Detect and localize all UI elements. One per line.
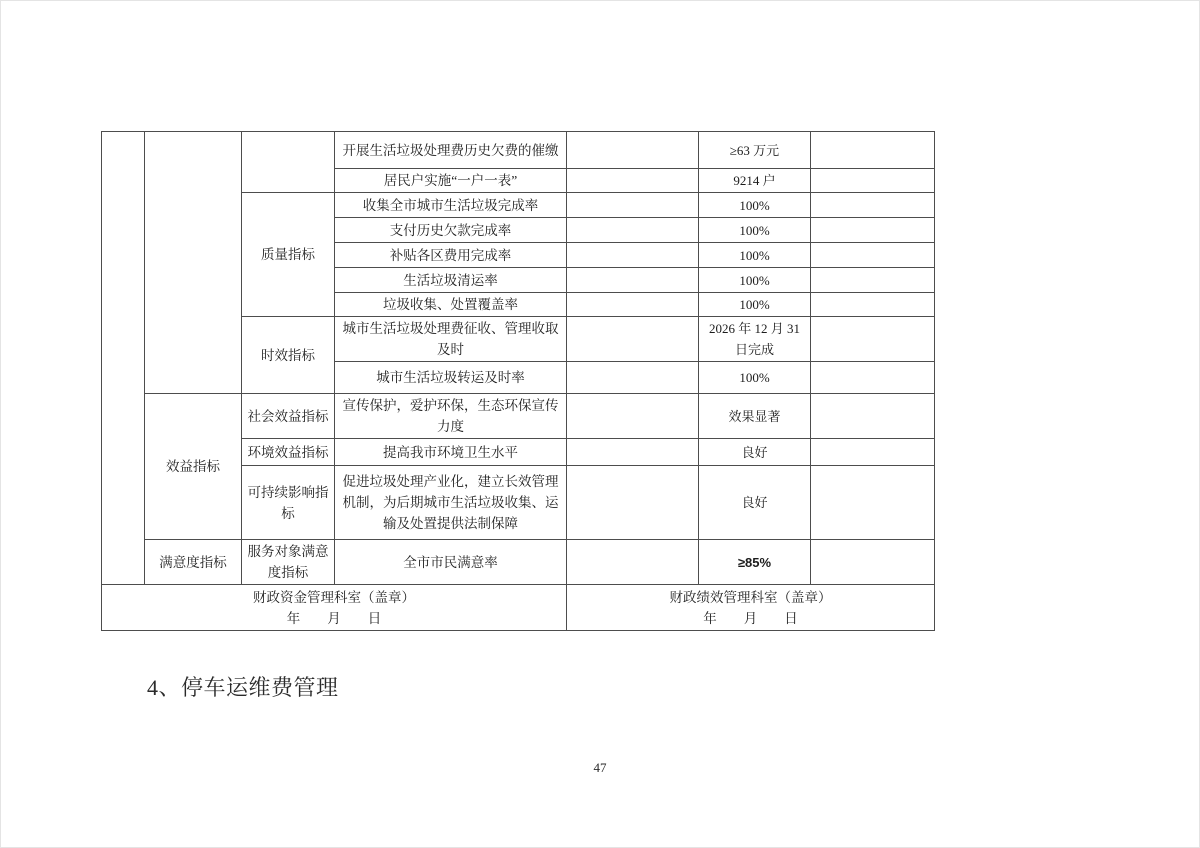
empty-cell-col2-top [145,132,242,394]
indicator-target: 100% [699,193,811,218]
empty-cell [811,218,935,243]
empty-cell [811,439,935,466]
indicator-target: 良好 [699,439,811,466]
empty-cell [567,218,699,243]
table-row [102,132,935,169]
empty-cell [567,466,699,540]
indicator-name: 促进垃圾处理产业化，建立长效管理机制，为后期城市生活垃圾收集、运输及处置提供法制保障 [335,466,567,540]
indicator-target: 100% [699,268,811,293]
empty-cell [811,169,935,193]
empty-cell [811,466,935,540]
indicator-name: 开展生活垃圾处理费历史欠费的催缴 [335,132,567,169]
indicator-target: 9214 户 [699,169,811,193]
indicator-target: 100% [699,362,811,394]
empty-cell [567,132,699,169]
category-environmental-benefit: 环境效益指标 [242,439,335,466]
indicator-target: 100% [699,293,811,317]
signature-date-line: 年 月 日 [703,610,798,626]
category-social-benefit: 社会效益指标 [242,394,335,439]
indicator-target: 良好 [699,466,811,540]
indicator-name: 提高我市环境卫生水平 [335,439,567,466]
empty-cell [567,169,699,193]
empty-cell [567,540,699,585]
empty-cell [811,317,935,362]
empty-cell [567,268,699,293]
empty-cell [811,540,935,585]
category-timeliness: 时效指标 [242,317,335,394]
page-number: 47 [593,760,607,775]
signature-title: 财政资金管理科室（盖章） [253,589,415,605]
signature-cell-funds-office [102,585,567,631]
indicator-target: 效果显著 [699,394,811,439]
empty-cell-col1 [102,132,145,585]
empty-cell [811,293,935,317]
indicator-target: ≥63 万元 [699,132,811,169]
indicator-target: 2026 年 12 月 31 日完成 [699,317,811,362]
indicator-target: 100% [699,243,811,268]
signature-date-line: 年 月 日 [286,610,382,626]
indicator-name: 全市市民满意率 [335,540,567,585]
group-benefit: 效益指标 [145,394,242,540]
empty-cell [811,268,935,293]
signature-title: 财政绩效管理科室（盖章） [669,589,832,605]
empty-cell [567,293,699,317]
indicator-name: 垃圾收集、处置覆盖率 [335,293,567,317]
indicator-name: 宣传保护，爱护环保，生态环保宣传力度 [335,394,567,439]
indicator-name: 补贴各区费用完成率 [335,243,567,268]
empty-cell [811,362,935,394]
empty-cell [567,439,699,466]
empty-cell [811,132,935,169]
indicator-target: 100% [699,218,811,243]
signature-cell-performance-office [567,585,935,631]
empty-cell [567,362,699,394]
performance-indicator-table [101,131,935,631]
category-sustainable-impact: 可持续影响指标 [242,466,335,540]
table-row [102,540,935,585]
indicator-name: 收集全市城市生活垃圾完成率 [335,193,567,218]
indicator-name: 城市生活垃圾处理费征收、管理收取及时 [335,317,567,362]
indicator-name: 支付历史欠款完成率 [335,218,567,243]
empty-cell [567,193,699,218]
indicator-name: 居民户实施“一户一表” [335,169,567,193]
category-service-satisfaction: 服务对象满意度指标 [242,540,335,585]
empty-cell [567,317,699,362]
empty-cell [567,243,699,268]
indicator-target: ≥85% [699,540,811,585]
empty-cell [811,243,935,268]
category-quality: 质量指标 [242,193,335,317]
signature-row [102,585,935,631]
group-satisfaction: 满意度指标 [145,540,242,585]
indicator-name: 生活垃圾清运率 [335,268,567,293]
table-row [102,394,935,439]
empty-cell [567,394,699,439]
empty-cell-col3-top [242,132,335,193]
section-heading: 4、停车运维费管理 [147,675,339,700]
empty-cell [811,394,935,439]
empty-cell [811,193,935,218]
indicator-name: 城市生活垃圾转运及时率 [335,362,567,394]
